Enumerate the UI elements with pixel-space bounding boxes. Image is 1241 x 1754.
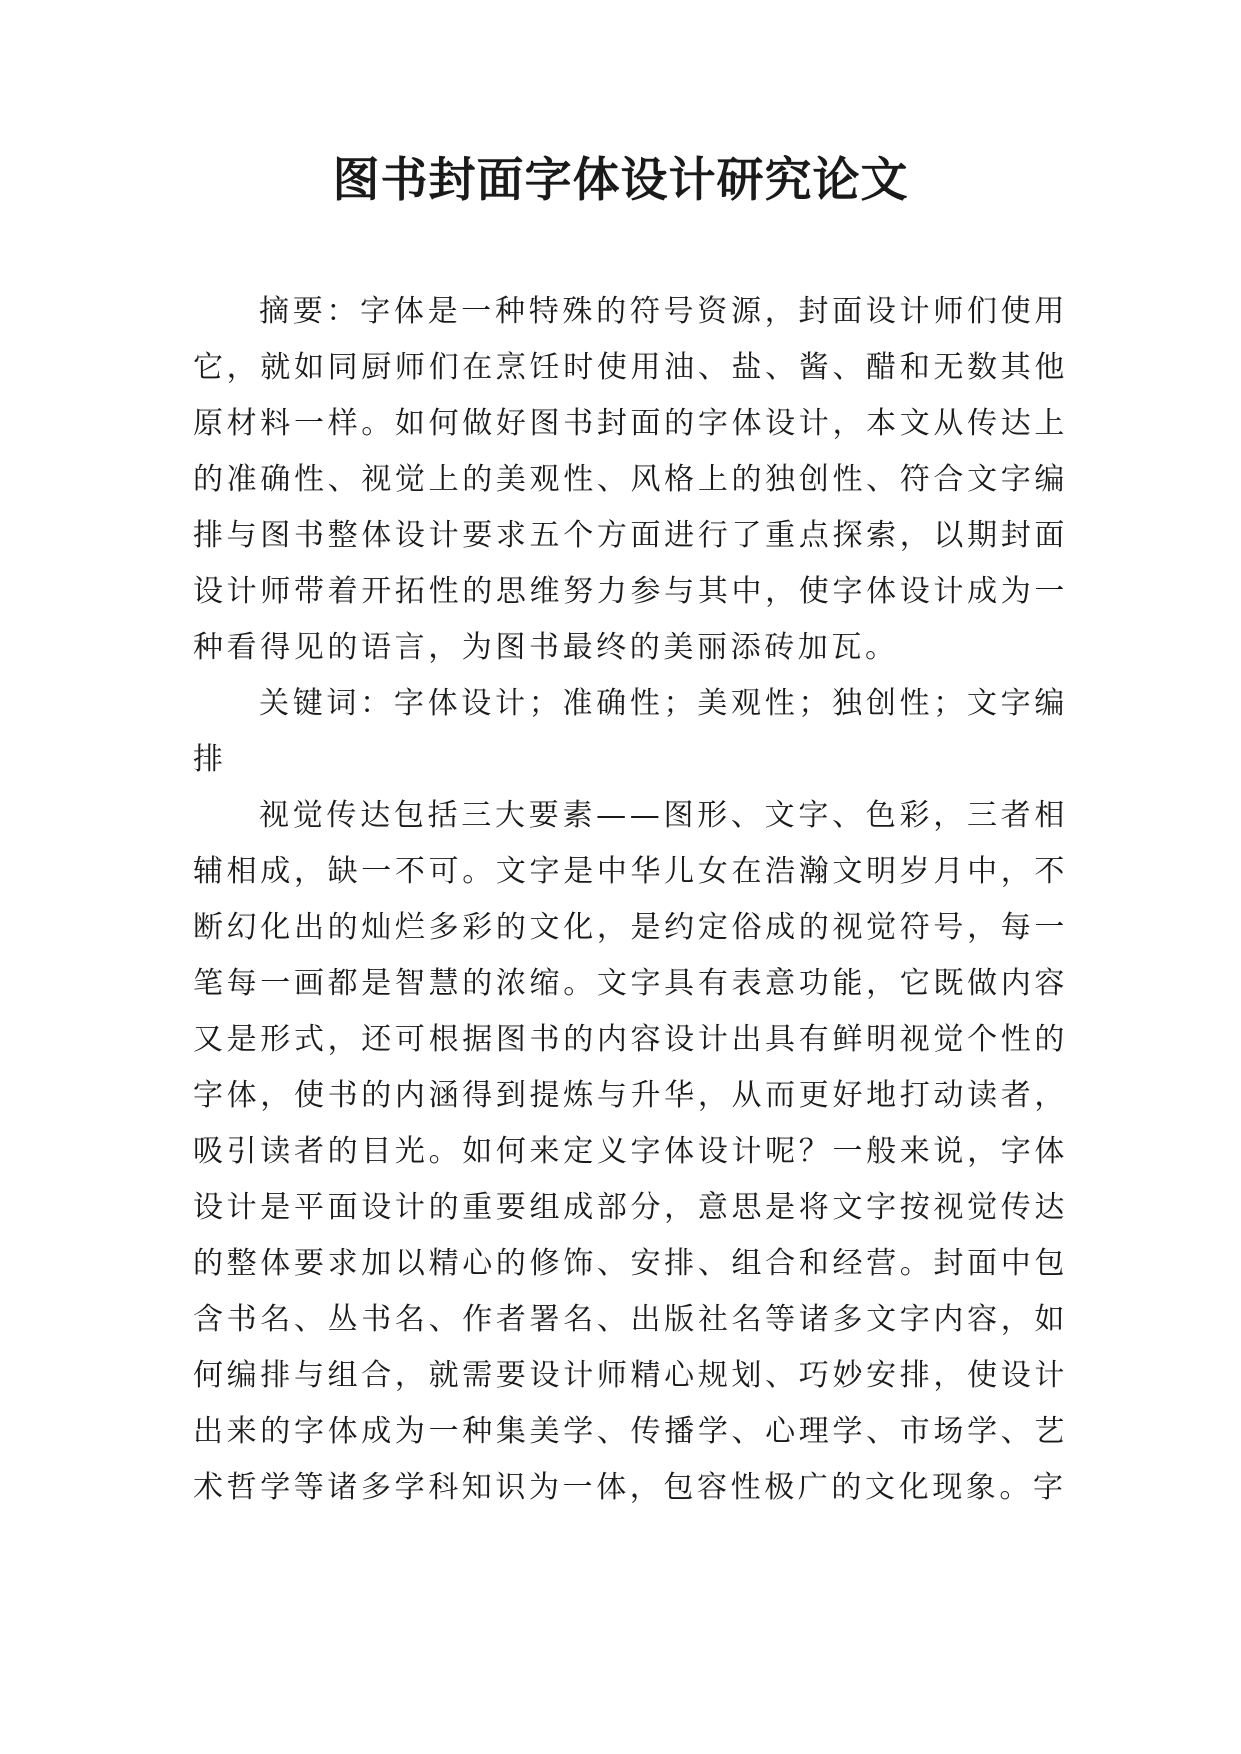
abstract-paragraph: 摘要：字体是一种特殊的符号资源，封面设计师们使用它，就如同厨师们在烹饪时使用油、盐、酱、醋和无数其他原材料一样。如何做好图书封面的字体设计，本文从传达上的准确性、视觉上的美观性、风格上的独创性、符合文字编排与图书整体设计要求五个方面进行了重点探索，以期封面设计师带着开拓性的思维努力参与其中，使字体设计成为一种看得见的语言，为图书最终的美丽添砖加瓦。 — [193, 294, 1068, 665]
keywords-paragraph: 关键词：字体设计；准确性；美观性；独创性；文字编排 — [193, 686, 1068, 777]
document-body — [193, 284, 1068, 1516]
document-title: 图书封面字体设计研究论文 — [332, 153, 909, 208]
body-paragraph: 视觉传达包括三大要素——图形、文字、色彩，三者相辅相成，缺一不可。文字是中华儿女在浩瀚文明岁月中，不断幻化出的灿烂多彩的文化，是约定俗成的视觉符号，每一笔每一画都是智慧的浓缩。文字具有表意功能，它既做内容又是形式，还可根据图书的内容设计出具有鲜明视觉个性的字体，使书的内涵得到提炼与升华，从而更好地打动读者，吸引读者的目光。如何来定义字体设计呢？一般来说，字体设计是平面设计的重要组成部分，意思是将文字按视觉传达的整体要求加以精心的修饰、安排、组合和经营。封面中包含书名、丛书名、作者署名、出版社名等诸多文字内容，如何编排与组合，就需要设计师精心规划、巧妙安排，使设计出来的字体成为一种集美学、传播学、心理学、市场学、艺术哲学等诸多学科知识为一体，包容性极广的文化现象。字 — [193, 798, 1068, 1505]
